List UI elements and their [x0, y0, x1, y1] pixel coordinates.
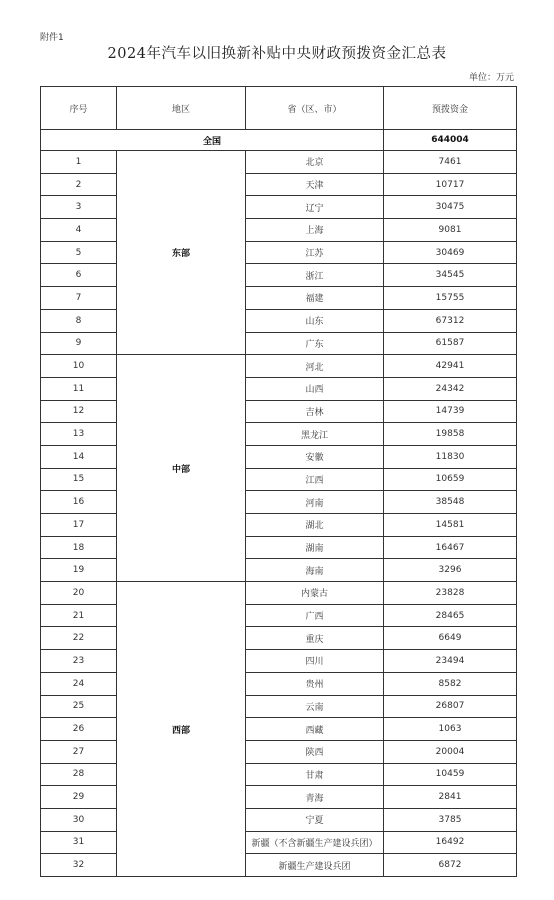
funding-table: [40, 86, 517, 877]
region-cell: 东部: [117, 151, 246, 355]
province-cell: 广西: [246, 604, 384, 627]
row-number: 18: [41, 536, 117, 559]
province-cell: 浙江: [246, 264, 384, 287]
row-number: 27: [41, 740, 117, 763]
province-cell: 江苏: [246, 241, 384, 264]
amount-cell: 23494: [384, 650, 517, 673]
table-row: [41, 309, 517, 332]
table-row: [41, 854, 517, 877]
row-number: 11: [41, 377, 117, 400]
amount-cell: 7461: [384, 151, 517, 174]
row-number: 2: [41, 173, 117, 196]
table-row: [41, 196, 517, 219]
row-number: 31: [41, 831, 117, 854]
amount-cell: 19858: [384, 423, 517, 446]
amount-cell: 24342: [384, 377, 517, 400]
column-header-no: 序号: [41, 87, 117, 130]
amount-cell: 23828: [384, 582, 517, 605]
table-row: [41, 468, 517, 491]
amount-cell: 3785: [384, 808, 517, 831]
amount-cell: 15755: [384, 287, 517, 310]
province-cell: 北京: [246, 151, 384, 174]
table-row: [41, 355, 517, 378]
table-row: [41, 400, 517, 423]
row-number: 9: [41, 332, 117, 355]
row-number: 22: [41, 627, 117, 650]
province-cell: 青海: [246, 786, 384, 809]
table-row: [41, 241, 517, 264]
amount-cell: 34545: [384, 264, 517, 287]
amount-cell: 30469: [384, 241, 517, 264]
amount-cell: 14581: [384, 514, 517, 537]
table-row: [41, 718, 517, 741]
column-header-province: 省（区、市）: [246, 87, 384, 130]
row-number: 21: [41, 604, 117, 627]
amount-cell: 10459: [384, 763, 517, 786]
amount-cell: 20004: [384, 740, 517, 763]
table-row: [41, 377, 517, 400]
row-number: 13: [41, 423, 117, 446]
region-cell: 西部: [117, 582, 246, 877]
province-cell: 内蒙古: [246, 582, 384, 605]
row-number: 16: [41, 491, 117, 514]
amount-cell: 1063: [384, 718, 517, 741]
table-row: [41, 559, 517, 582]
amount-cell: 6649: [384, 627, 517, 650]
row-number: 29: [41, 786, 117, 809]
table-header-row: [41, 87, 517, 130]
province-cell: 山东: [246, 309, 384, 332]
row-number: 5: [41, 241, 117, 264]
province-cell: 河北: [246, 355, 384, 378]
table-row: [41, 445, 517, 468]
row-number: 3: [41, 196, 117, 219]
table-row: [41, 672, 517, 695]
row-number: 17: [41, 514, 117, 537]
row-number: 12: [41, 400, 117, 423]
row-number: 30: [41, 808, 117, 831]
table-row: [41, 536, 517, 559]
amount-cell: 38548: [384, 491, 517, 514]
row-number: 26: [41, 718, 117, 741]
table-row: [41, 287, 517, 310]
province-cell: 宁夏: [246, 808, 384, 831]
row-number: 8: [41, 309, 117, 332]
row-number: 20: [41, 582, 117, 605]
province-cell: 江西: [246, 468, 384, 491]
province-cell: 吉林: [246, 400, 384, 423]
amount-cell: 67312: [384, 309, 517, 332]
unit-label: 单位：万元: [468, 73, 514, 83]
document-title: 2024年汽车以旧换新补贴中央财政预拨资金汇总表: [107, 46, 447, 62]
attachment-label: 附件1: [40, 33, 64, 43]
amount-cell: 2841: [384, 786, 517, 809]
table-row: [41, 491, 517, 514]
table-row: [41, 650, 517, 673]
province-cell: 辽宁: [246, 196, 384, 219]
amount-cell: 6872: [384, 854, 517, 877]
amount-cell: 10717: [384, 173, 517, 196]
row-number: 15: [41, 468, 117, 491]
province-cell: 天津: [246, 173, 384, 196]
amount-cell: 11830: [384, 445, 517, 468]
amount-cell: 3296: [384, 559, 517, 582]
province-cell: 安徽: [246, 445, 384, 468]
province-cell: 四川: [246, 650, 384, 673]
table-row: [41, 423, 517, 446]
province-cell: 黑龙江: [246, 423, 384, 446]
table-row: [41, 763, 517, 786]
amount-cell: 26807: [384, 695, 517, 718]
province-cell: 福建: [246, 287, 384, 310]
region-cell: 中部: [117, 355, 246, 582]
row-number: 1: [41, 151, 117, 174]
amount-cell: 61587: [384, 332, 517, 355]
row-number: 7: [41, 287, 117, 310]
table-row: [41, 264, 517, 287]
table-row: [41, 219, 517, 242]
province-cell: 贵州: [246, 672, 384, 695]
province-cell: 新疆（不含新疆生产建设兵团）: [246, 831, 384, 854]
table-row: [41, 740, 517, 763]
amount-cell: 8582: [384, 672, 517, 695]
table-row: [41, 173, 517, 196]
table-row: [41, 151, 517, 174]
amount-cell: 28465: [384, 604, 517, 627]
table-row: [41, 627, 517, 650]
province-cell: 西藏: [246, 718, 384, 741]
table-row: [41, 831, 517, 854]
row-number: 24: [41, 672, 117, 695]
table-row: [41, 808, 517, 831]
province-cell: 湖北: [246, 514, 384, 537]
row-number: 28: [41, 763, 117, 786]
province-cell: 云南: [246, 695, 384, 718]
province-cell: 上海: [246, 219, 384, 242]
amount-cell: 10659: [384, 468, 517, 491]
province-cell: 重庆: [246, 627, 384, 650]
province-cell: 广东: [246, 332, 384, 355]
row-number: 4: [41, 219, 117, 242]
province-cell: 新疆生产建设兵团: [246, 854, 384, 877]
table-row: [41, 332, 517, 355]
total-amount: 644004: [384, 130, 517, 151]
province-cell: 陕西: [246, 740, 384, 763]
province-cell: 甘肃: [246, 763, 384, 786]
total-label: 全国: [41, 130, 384, 151]
row-number: 32: [41, 854, 117, 877]
table-row: [41, 786, 517, 809]
province-cell: 海南: [246, 559, 384, 582]
row-number: 14: [41, 445, 117, 468]
table-row: [41, 604, 517, 627]
amount-cell: 16467: [384, 536, 517, 559]
column-header-amount: 预拨资金: [384, 87, 517, 130]
amount-cell: 14739: [384, 400, 517, 423]
table-row: [41, 514, 517, 537]
row-number: 25: [41, 695, 117, 718]
amount-cell: 9081: [384, 219, 517, 242]
row-number: 23: [41, 650, 117, 673]
table-row: [41, 582, 517, 605]
column-header-region: 地区: [117, 87, 246, 130]
province-cell: 山西: [246, 377, 384, 400]
row-number: 19: [41, 559, 117, 582]
total-row: [41, 130, 517, 151]
province-cell: 湖南: [246, 536, 384, 559]
amount-cell: 42941: [384, 355, 517, 378]
amount-cell: 16492: [384, 831, 517, 854]
amount-cell: 30475: [384, 196, 517, 219]
province-cell: 河南: [246, 491, 384, 514]
row-number: 10: [41, 355, 117, 378]
table-row: [41, 695, 517, 718]
row-number: 6: [41, 264, 117, 287]
